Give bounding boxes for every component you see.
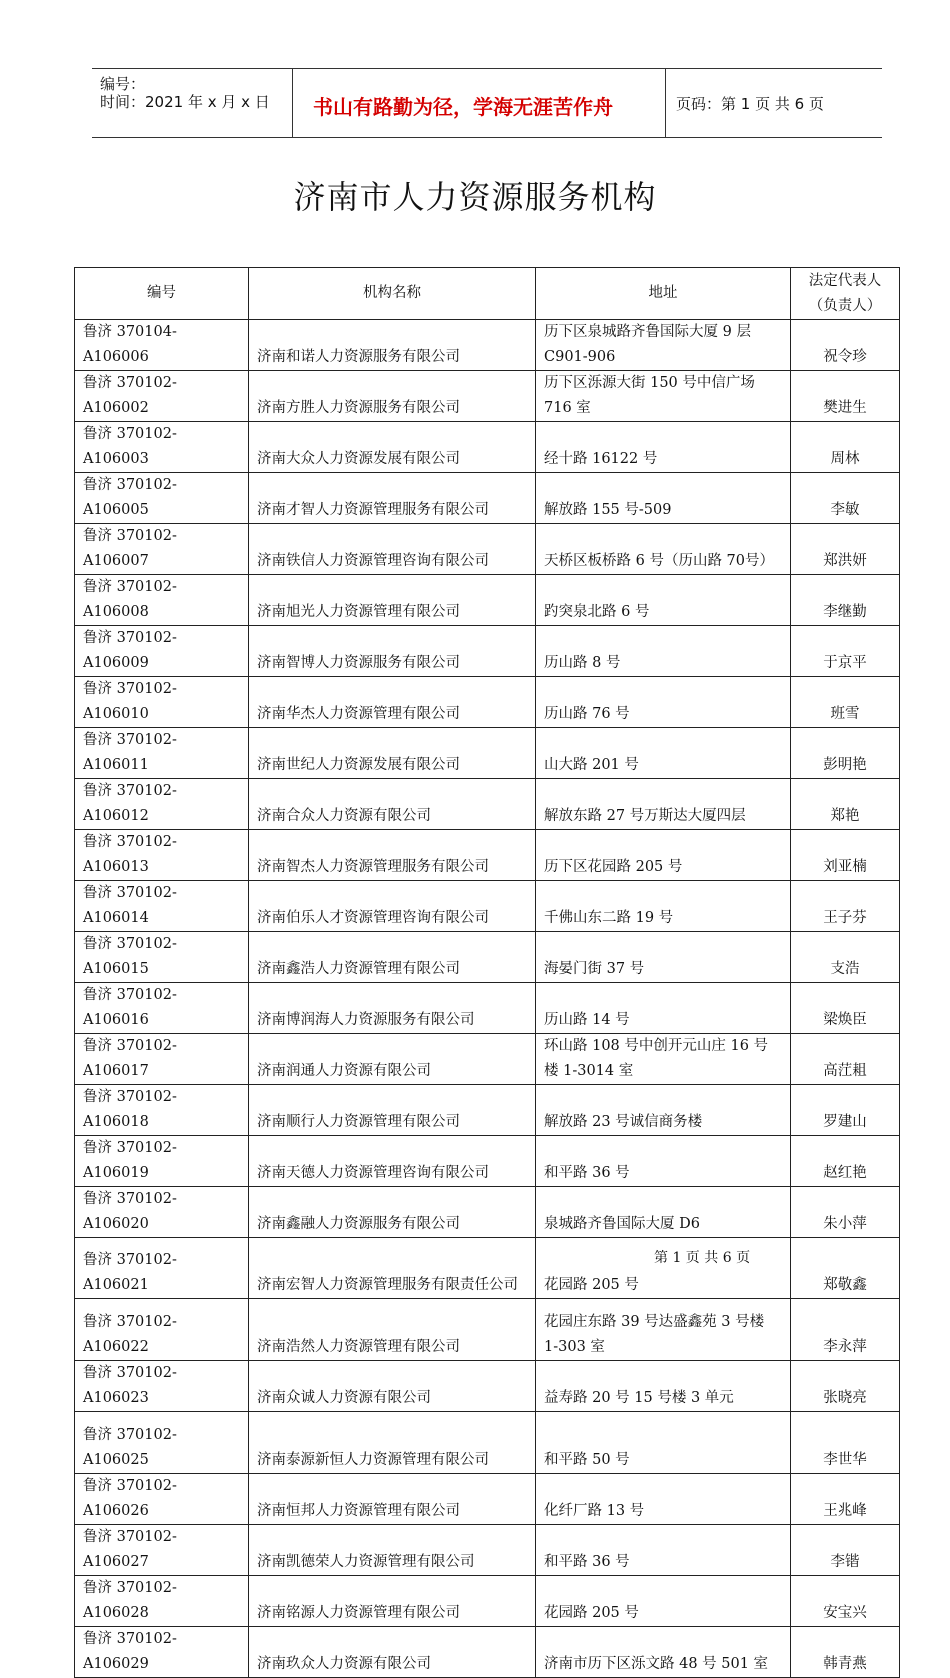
cell-representative: 王子芬 [791, 881, 900, 932]
cell-id: 鲁济 370102-A106011 [75, 728, 249, 779]
cell-address: 解放路 155 号-509 [536, 473, 791, 524]
cell-representative: 樊进生 [791, 371, 900, 422]
table-row [75, 1085, 900, 1136]
cell-name: 济南凯德荣人力资源管理有限公司 [249, 1525, 536, 1576]
cell-address: 经十路 16122 号 [536, 422, 791, 473]
cell-representative: 高茳耝 [791, 1034, 900, 1085]
cell-representative: 韩青燕 [791, 1627, 900, 1678]
cell-address: 趵突泉北路 6 号 [536, 575, 791, 626]
cell-address: 历山路 8 号 [536, 626, 791, 677]
column-header-address: 地址 [536, 268, 791, 320]
cell-name: 济南博润海人力资源服务有限公司 [249, 983, 536, 1034]
cell-address: 和平路 36 号 [536, 1136, 791, 1187]
cell-name: 济南华杰人力资源管理有限公司 [249, 677, 536, 728]
cell-id: 鲁济 370102-A106021 [75, 1238, 249, 1299]
cell-representative: 支浩 [791, 932, 900, 983]
cell-representative: 刘亚楠 [791, 830, 900, 881]
cell-representative: 罗建山 [791, 1085, 900, 1136]
cell-name: 济南宏智人力资源管理服务有限责任公司 [249, 1238, 536, 1299]
number-label: 编号： [100, 75, 146, 93]
cell-id: 鲁济 370102-A106018 [75, 1085, 249, 1136]
page-footer: 第 1 页 共 6 页 [654, 1250, 751, 1266]
table-row [75, 1238, 900, 1299]
cell-address: 历山路 76 号 [536, 677, 791, 728]
cell-name: 济南方胜人力资源服务有限公司 [249, 371, 536, 422]
table-row [75, 1361, 900, 1412]
agency-table [74, 267, 900, 1678]
cell-address: 历下区泉城路齐鲁国际大厦 9 层C901-906 [536, 320, 791, 371]
header-motto-cell [292, 69, 666, 137]
cell-address: 和平路 50 号 [536, 1412, 791, 1474]
table-row [75, 1525, 900, 1576]
cell-name: 济南合众人力资源有限公司 [249, 779, 536, 830]
column-header-name: 机构名称 [249, 268, 536, 320]
table-row [75, 728, 900, 779]
cell-name: 济南鑫融人力资源服务有限公司 [249, 1187, 536, 1238]
table-body [75, 320, 900, 1678]
cell-address: 花园路 205 号 [536, 1238, 791, 1299]
column-header-id: 编号 [75, 268, 249, 320]
cell-name: 济南才智人力资源管理服务有限公司 [249, 473, 536, 524]
table-row [75, 881, 900, 932]
cell-representative: 朱小萍 [791, 1187, 900, 1238]
cell-id: 鲁济 370102-A106002 [75, 371, 249, 422]
cell-name: 济南智杰人力资源管理服务有限公司 [249, 830, 536, 881]
page-info: 页码：第 1 页 共 6 页 [676, 95, 824, 113]
cell-id: 鲁济 370104-A106006 [75, 320, 249, 371]
cell-name: 济南顺行人力资源管理有限公司 [249, 1085, 536, 1136]
cell-name: 济南世纪人力资源发展有限公司 [249, 728, 536, 779]
table-row [75, 371, 900, 422]
cell-name: 济南鑫浩人力资源管理有限公司 [249, 932, 536, 983]
table-row [75, 830, 900, 881]
table-row [75, 1187, 900, 1238]
document-title: 济南市人力资源服务机构 [293, 178, 657, 216]
table-row [75, 1627, 900, 1678]
cell-representative: 赵红艳 [791, 1136, 900, 1187]
table-row [75, 422, 900, 473]
cell-address: 海晏门街 37 号 [536, 932, 791, 983]
cell-name: 济南和诺人力资源服务有限公司 [249, 320, 536, 371]
table-row [75, 1034, 900, 1085]
table-row [75, 779, 900, 830]
cell-representative: 李锴 [791, 1525, 900, 1576]
cell-representative: 李敏 [791, 473, 900, 524]
cell-address: 化纤厂路 13 号 [536, 1474, 791, 1525]
cell-name: 济南天德人力资源管理咨询有限公司 [249, 1136, 536, 1187]
cell-address: 泉城路齐鲁国际大厦 D6 [536, 1187, 791, 1238]
cell-id: 鲁济 370102-A106027 [75, 1525, 249, 1576]
cell-id: 鲁济 370102-A106020 [75, 1187, 249, 1238]
header-meta [92, 69, 292, 137]
table-row [75, 1136, 900, 1187]
table-row [75, 1576, 900, 1627]
cell-address: 花园路 205 号 [536, 1576, 791, 1627]
cell-id: 鲁济 370102-A106028 [75, 1576, 249, 1627]
cell-id: 鲁济 370102-A106008 [75, 575, 249, 626]
table-row [75, 1299, 900, 1361]
cell-representative: 班雪 [791, 677, 900, 728]
cell-address: 花园庄东路 39 号达盛鑫苑 3 号楼 1-303 室 [536, 1299, 791, 1361]
cell-name: 济南铭源人力资源管理有限公司 [249, 1576, 536, 1627]
cell-representative: 郑敬鑫 [791, 1238, 900, 1299]
cell-name: 济南恒邦人力资源管理有限公司 [249, 1474, 536, 1525]
cell-id: 鲁济 370102-A106003 [75, 422, 249, 473]
cell-name: 济南伯乐人才资源管理咨询有限公司 [249, 881, 536, 932]
cell-representative: 郑艳 [791, 779, 900, 830]
table-row [75, 677, 900, 728]
cell-id: 鲁济 370102-A106019 [75, 1136, 249, 1187]
page-header [92, 68, 882, 138]
cell-id: 鲁济 370102-A106029 [75, 1627, 249, 1678]
cell-representative: 于京平 [791, 626, 900, 677]
cell-address: 山大路 201 号 [536, 728, 791, 779]
cell-id: 鲁济 370102-A106012 [75, 779, 249, 830]
cell-id: 鲁济 370102-A106013 [75, 830, 249, 881]
cell-representative: 周林 [791, 422, 900, 473]
cell-id: 鲁济 370102-A106014 [75, 881, 249, 932]
cell-representative: 郑洪妍 [791, 524, 900, 575]
cell-id: 鲁济 370102-A106015 [75, 932, 249, 983]
cell-name: 济南智博人力资源服务有限公司 [249, 626, 536, 677]
cell-address: 历山路 14 号 [536, 983, 791, 1034]
cell-address: 千佛山东二路 19 号 [536, 881, 791, 932]
cell-id: 鲁济 370102-A106026 [75, 1474, 249, 1525]
cell-id: 鲁济 370102-A106022 [75, 1299, 249, 1361]
cell-address: 解放路 23 号诚信商务楼 [536, 1085, 791, 1136]
cell-representative: 李继勤 [791, 575, 900, 626]
cell-address: 益寿路 20 号 15 号楼 3 单元 [536, 1361, 791, 1412]
cell-representative: 李世华 [791, 1412, 900, 1474]
table-row [75, 1474, 900, 1525]
cell-name: 济南旭光人力资源管理有限公司 [249, 575, 536, 626]
cell-id: 鲁济 370102-A106007 [75, 524, 249, 575]
cell-address: 天桥区板桥路 6 号（历山路 70号） [536, 524, 791, 575]
table-row [75, 575, 900, 626]
header-page-cell [664, 69, 882, 137]
cell-address: 和平路 36 号 [536, 1525, 791, 1576]
cell-address: 历下区花园路 205 号 [536, 830, 791, 881]
cell-name: 济南泰源新恒人力资源管理有限公司 [249, 1412, 536, 1474]
cell-name: 济南玖众人力资源有限公司 [249, 1627, 536, 1678]
cell-name: 济南铁信人力资源管理咨询有限公司 [249, 524, 536, 575]
table-row [75, 1412, 900, 1474]
cell-representative: 王兆峰 [791, 1474, 900, 1525]
cell-representative: 李永萍 [791, 1299, 900, 1361]
cell-id: 鲁济 370102-A106010 [75, 677, 249, 728]
time-label: 时间：2021 年 x 月 x 日 [100, 93, 270, 111]
cell-representative: 梁焕臣 [791, 983, 900, 1034]
cell-name: 济南润通人力资源有限公司 [249, 1034, 536, 1085]
column-header-representative: 法定代表人（负责人） [791, 268, 900, 320]
cell-id: 鲁济 370102-A106017 [75, 1034, 249, 1085]
cell-id: 鲁济 370102-A106016 [75, 983, 249, 1034]
table-row [75, 320, 900, 371]
cell-address: 历下区泺源大街 150 号中信广场 716 室 [536, 371, 791, 422]
cell-representative: 祝令珍 [791, 320, 900, 371]
cell-representative: 彭明艳 [791, 728, 900, 779]
cell-id: 鲁济 370102-A106023 [75, 1361, 249, 1412]
cell-representative: 安宝兴 [791, 1576, 900, 1627]
cell-address: 环山路 108 号中创开元山庄 16 号楼 1-3014 室 [536, 1034, 791, 1085]
table-row [75, 983, 900, 1034]
cell-representative: 张晓亮 [791, 1361, 900, 1412]
table-row [75, 932, 900, 983]
cell-id: 鲁济 370102-A106005 [75, 473, 249, 524]
cell-name: 济南浩然人力资源管理有限公司 [249, 1299, 536, 1361]
cell-name: 济南众诚人力资源有限公司 [249, 1361, 536, 1412]
cell-name: 济南大众人力资源发展有限公司 [249, 422, 536, 473]
table-row [75, 524, 900, 575]
table-row [75, 626, 900, 677]
cell-id: 鲁济 370102-A106025 [75, 1412, 249, 1474]
cell-id: 鲁济 370102-A106009 [75, 626, 249, 677]
cell-address: 解放东路 27 号万斯达大厦四层 [536, 779, 791, 830]
motto-text: 书山有路勤为径，学海无涯苦作舟 [313, 95, 613, 119]
table-header-row [75, 268, 900, 320]
cell-address: 济南市历下区泺文路 48 号 501 室 [536, 1627, 791, 1678]
table-row [75, 473, 900, 524]
